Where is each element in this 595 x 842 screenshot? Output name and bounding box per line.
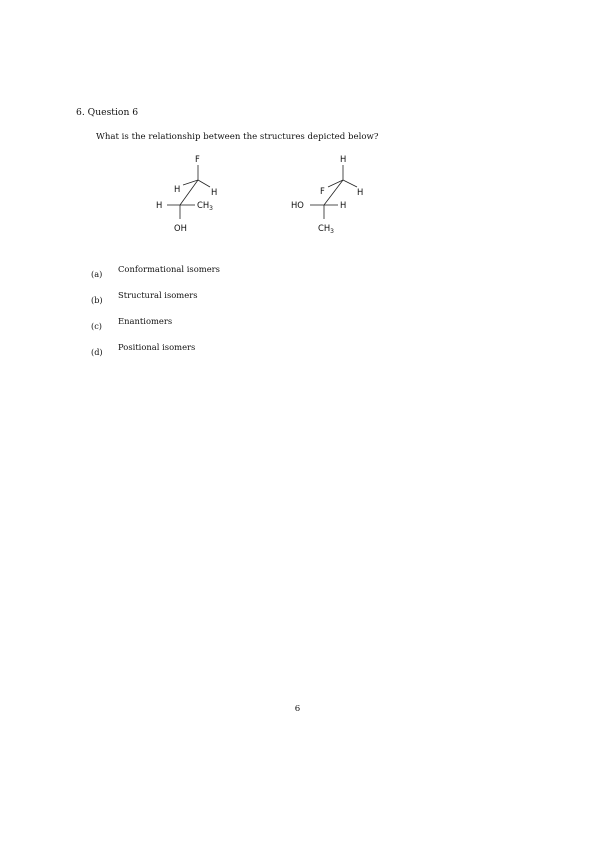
atom-label: $CH_3$ (318, 223, 334, 235)
bond (180, 180, 198, 205)
atom-label: F (320, 186, 325, 196)
structure-2 (291, 154, 363, 235)
structure-1 (156, 154, 217, 233)
option-letter: (a) (91, 269, 103, 279)
atom-label: $CH_3$ (197, 200, 213, 212)
atom-label: HO (291, 200, 304, 210)
question-prompt: What is the relationship between the structures depicted below? (96, 132, 379, 142)
atom-label: H (156, 200, 163, 210)
bond (343, 180, 357, 187)
option-letter: (d) (91, 347, 103, 357)
atom-label: F (195, 154, 200, 164)
atom-label: H (357, 187, 364, 197)
molecule-diagrams (0, 0, 595, 260)
atom-label: H (174, 184, 181, 194)
option-letter: (b) (91, 295, 103, 305)
page-number: 6 (294, 704, 301, 714)
atom-label: OH (174, 223, 187, 233)
atom-label: H (211, 187, 218, 197)
question-heading: 6. Question 6 (76, 107, 139, 118)
option-text: Positional isomers (118, 342, 196, 352)
atom-label: H (340, 200, 347, 210)
option-text: Structural isomers (118, 290, 198, 300)
bond (198, 180, 210, 187)
option-text: Enantiomers (118, 316, 173, 326)
atom-label: H (340, 154, 347, 164)
option-letter: (c) (91, 321, 102, 331)
option-text: Conformational isomers (118, 264, 220, 274)
